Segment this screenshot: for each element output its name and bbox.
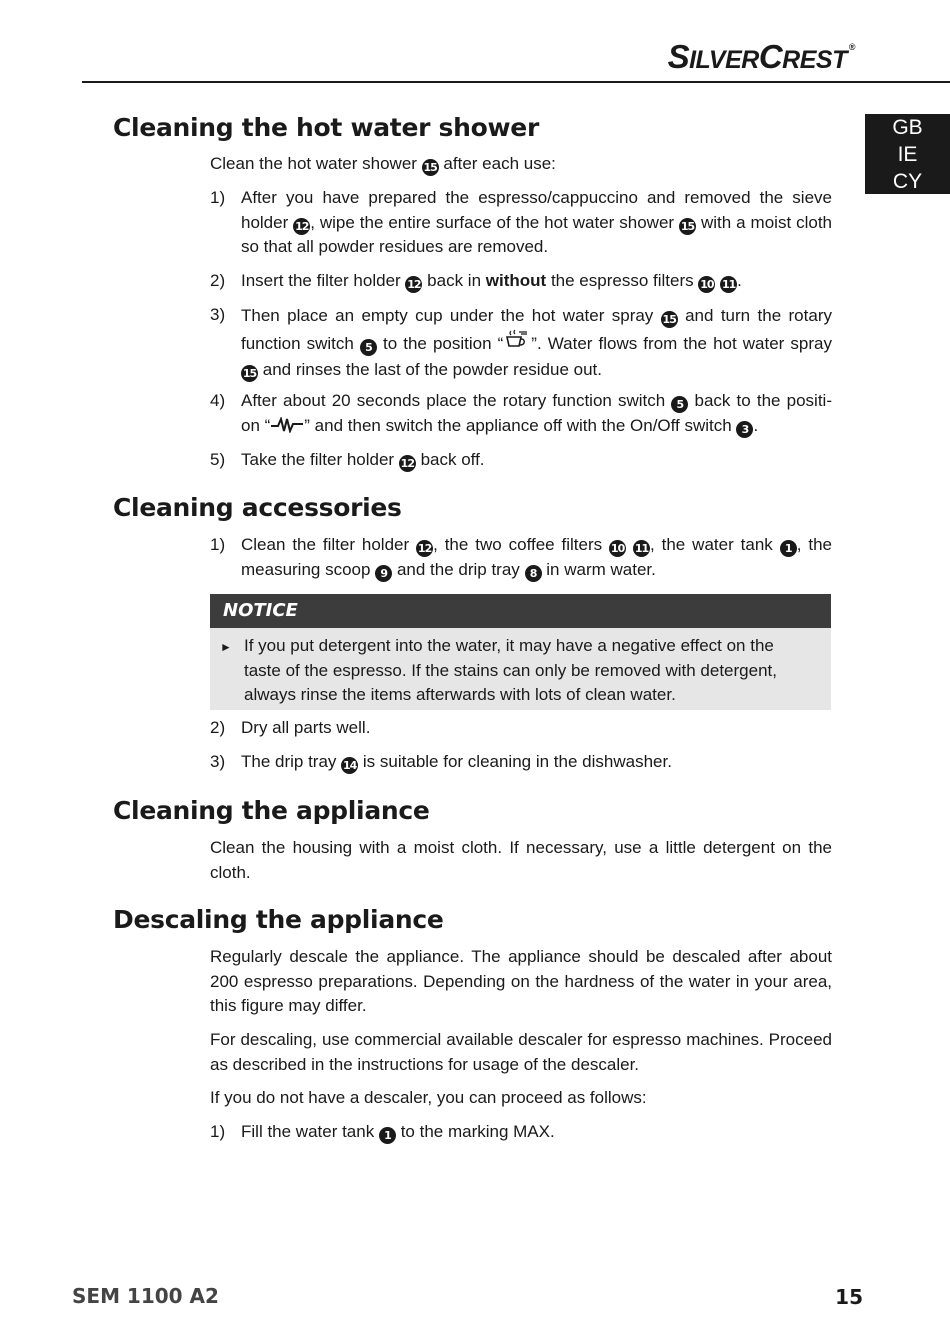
section4-p2: For descaling, use commercial available descaler for espresso machines. Proceed as described in the instructions for usage of the descaler. — [210, 1030, 832, 1074]
circled-number-15: 15 — [242, 367, 257, 380]
circled-number-8: 8 — [525, 565, 542, 582]
silvercrest-logo: SILVERCREST ® — [667, 38, 855, 75]
hot-water-cup-icon — [503, 329, 531, 353]
circled-number-1: 1 — [780, 540, 797, 557]
notice-header: NOTICE — [210, 594, 831, 628]
section2-step-2: 2) Dry all parts well. — [210, 718, 371, 737]
circled-number-9: 9 — [375, 565, 392, 582]
circled-number-15: 15 — [680, 219, 695, 233]
section1-step-5: 5) Take the filter holder 12 back off. — [210, 450, 485, 470]
section1-step-1: 1) After you have prepared the espresso/cappuccino and removed the sieve holder 12 , wipe the entire surface of the hot water shower 15 with a moist cloth so that all powder residues are removed. — [210, 188, 833, 256]
section1-intro: Clean the hot water shower 15 after each use: — [210, 154, 556, 174]
notice-text: If you put detergent into the water, it may have a negative effect on the taste of the espresso. If the stains can only be removed with detergent, always rinse the items afterwards with lots of clean water. — [244, 636, 777, 704]
model-number: SEM 1100 A2 — [72, 1284, 219, 1308]
circled-number-10: 10 — [610, 542, 625, 555]
lang-ie: IE — [897, 143, 918, 166]
section3-text: Clean the housing with a moist cloth. If necessary, use a little detergent on the cloth. — [210, 838, 832, 882]
circled-number-5: 5 — [360, 339, 377, 356]
section-title-descaling: Descaling the appliance — [113, 905, 444, 934]
off-position-icon — [270, 417, 304, 433]
section-title-cleaning-appliance: Cleaning the appliance — [113, 796, 430, 825]
section1-step-3: 3) Then place an empty cup under the hot water spray 15 and turn the rotary function switch 5 to the position “ ”. Water flows from the hot water spray 15 and rinses the last of the powder residue out. — [210, 305, 832, 380]
section1-step-4: 4) After about 20 seconds place the rotary function switch 5 back to the positi-on “ ” and then switch the appliance off with the On/Off switch 3 . — [210, 391, 832, 436]
circled-number-11: 11 — [634, 542, 649, 555]
circled-number-12: 12 — [295, 219, 309, 233]
circled-number-14: 14 — [343, 759, 357, 772]
circled-number-12: 12 — [417, 542, 432, 555]
section4-step-1: 1) Fill the water tank 1 to the marking MAX. — [210, 1122, 555, 1142]
section-title-cleaning-accessories: Cleaning accessories — [113, 493, 402, 522]
notice-body — [210, 628, 831, 710]
header-divider — [82, 81, 950, 83]
section1-step-2: 2) Insert the filter holder 12 back in without the espresso filters 10 11 . — [210, 271, 742, 291]
section2-step-3: 3) The drip tray 14 is suitable for cleaning in the dishwasher. — [210, 752, 672, 772]
triangle-bullet-icon: ► — [220, 640, 232, 654]
lang-cy: CY — [892, 170, 923, 193]
circled-number-1: 1 — [379, 1127, 396, 1144]
circled-number-10: 10 — [700, 278, 714, 291]
circled-number-3: 3 — [736, 421, 753, 438]
circled-number-15: 15 — [423, 161, 437, 174]
section4-p1: Regularly descale the appliance. The appliance should be descaled after about 200 espresso preparations. Depending on the hardness of the water in your area, this figure may differ. — [210, 947, 832, 1015]
section4-p3: If you do not have a descaler, you can proceed as follows: — [210, 1088, 647, 1107]
section-title-hot-water-shower: Cleaning the hot water shower — [113, 113, 539, 142]
page-number: 15 — [835, 1285, 863, 1309]
circled-number-11: 11 — [721, 278, 736, 291]
section2-step-1: 1) Clean the filter holder 12 , the two coffee filters 10 11 , the water tank 1 , the measuring scoop 9 and the drip tray 8 in warm water. — [210, 535, 832, 580]
language-tab — [865, 114, 950, 194]
circled-number-5: 5 — [671, 396, 688, 413]
lang-gb: GB — [892, 116, 923, 139]
circled-number-12: 12 — [400, 457, 414, 470]
circled-number-15: 15 — [662, 313, 676, 326]
circled-number-12: 12 — [407, 278, 421, 291]
